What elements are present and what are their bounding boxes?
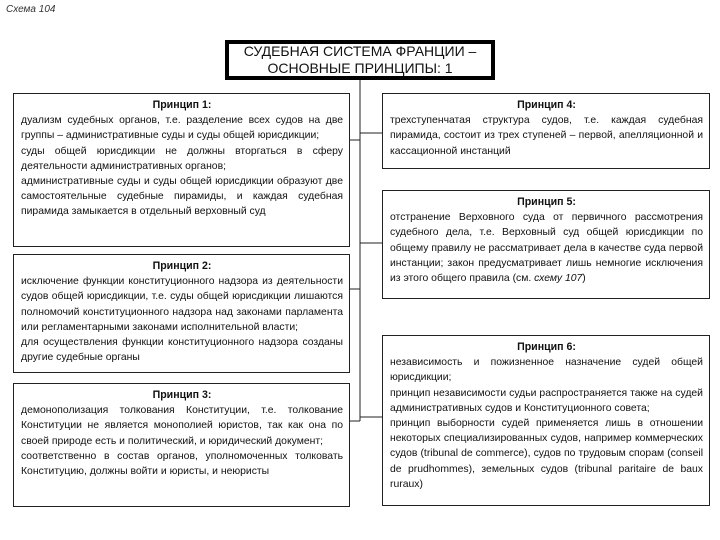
principle-5-box [382, 190, 710, 299]
principle-heading: Принцип 3: [152, 389, 212, 401]
principle-text: суды общей юрисдикции не должны вторгаться в сферу деятельности административных органов; [21, 145, 343, 172]
principle-text: соответственно в состав органов, уполномоченных толковать Конституцию, должны войти и юристы, и неюристы [21, 450, 343, 478]
principle-heading: Принцип 1: [152, 99, 212, 111]
principle-heading: Принцип 2: [152, 260, 212, 272]
principle-text [390, 210, 703, 286]
principle-heading: Принцип 6: [517, 341, 576, 353]
principle-2-box [13, 254, 350, 373]
principle-text: административные суды и суды общей юрисдикции образуют две самостоятельные судебные пирамиды, и каждая судебная пирамида замыкается в отдельный верховный суд [21, 176, 343, 218]
scheme-reference: схему 107 [534, 273, 583, 285]
principle-text: демонополизация толкования Конституции, т.е. толкование Конституции не является монополией юристов, так как она по своей природе есть и политический, и юридический документ; [21, 405, 343, 447]
principle-text: исключение функции конституционного надзора из деятельности судов общей юрисдикции, т.е. суды общей юрисдикции лишаются полномочий конституционного надзора над законами парламента или регламентарными законами исполнительной власти; [21, 276, 343, 333]
scheme-caption: Схема 104 [6, 4, 56, 15]
title-line-2: ОСНОВНЫЕ ПРИНЦИПЫ: 1 [267, 60, 453, 76]
principle-text: принцип независимости судьи распространяется также на судей административных судов и Конституционного совета; [390, 387, 703, 414]
principle-1-box [13, 93, 350, 247]
principle-text: принцип выборности судей применяется лишь в отношении некоторых специализированных судов, например коммерческих судов (tribunal de commerce), судов по трудовым спорам (conseil de prudhommes), земельных судов (tribunal paritaire de baux ruraux) [390, 418, 703, 490]
principle-text: независимость и пожизненное назначение судей общей юрисдикции; [390, 357, 703, 384]
principle-text: трехступенчатая структура судов, т.е. каждая судебная пирамида, состоит из трех ступеней – первой, апелляционной и кассационной инстанций [390, 115, 703, 157]
title-line-1: СУДЕБНАЯ СИСТЕМА ФРАНЦИИ – [243, 43, 477, 59]
principle-text: дуализм судебных органов, т.е. разделение всех судов на две группы – административные суды и суды общей юрисдикции; [21, 115, 343, 142]
principle-text-body: отстранение Верховного суда от первичного рассмотрения судебного дела, т.е. Верховный суд общей юрисдикции по общему правилу не рассматривает дела в качестве суда первой инстанции; закон предусматривает лишь немногие исключения из этого общего правила (см. [390, 212, 703, 285]
principle-4-box [382, 93, 710, 169]
principle-heading: Принцип 4: [517, 99, 576, 111]
closing-paren: ) [582, 273, 586, 285]
principle-3-box [13, 383, 350, 507]
principle-heading: Принцип 5: [517, 196, 576, 208]
principle-6-box [382, 335, 710, 506]
principle-text: для осуществления функции конституционного надзора созданы другие судебные органы [21, 337, 343, 364]
